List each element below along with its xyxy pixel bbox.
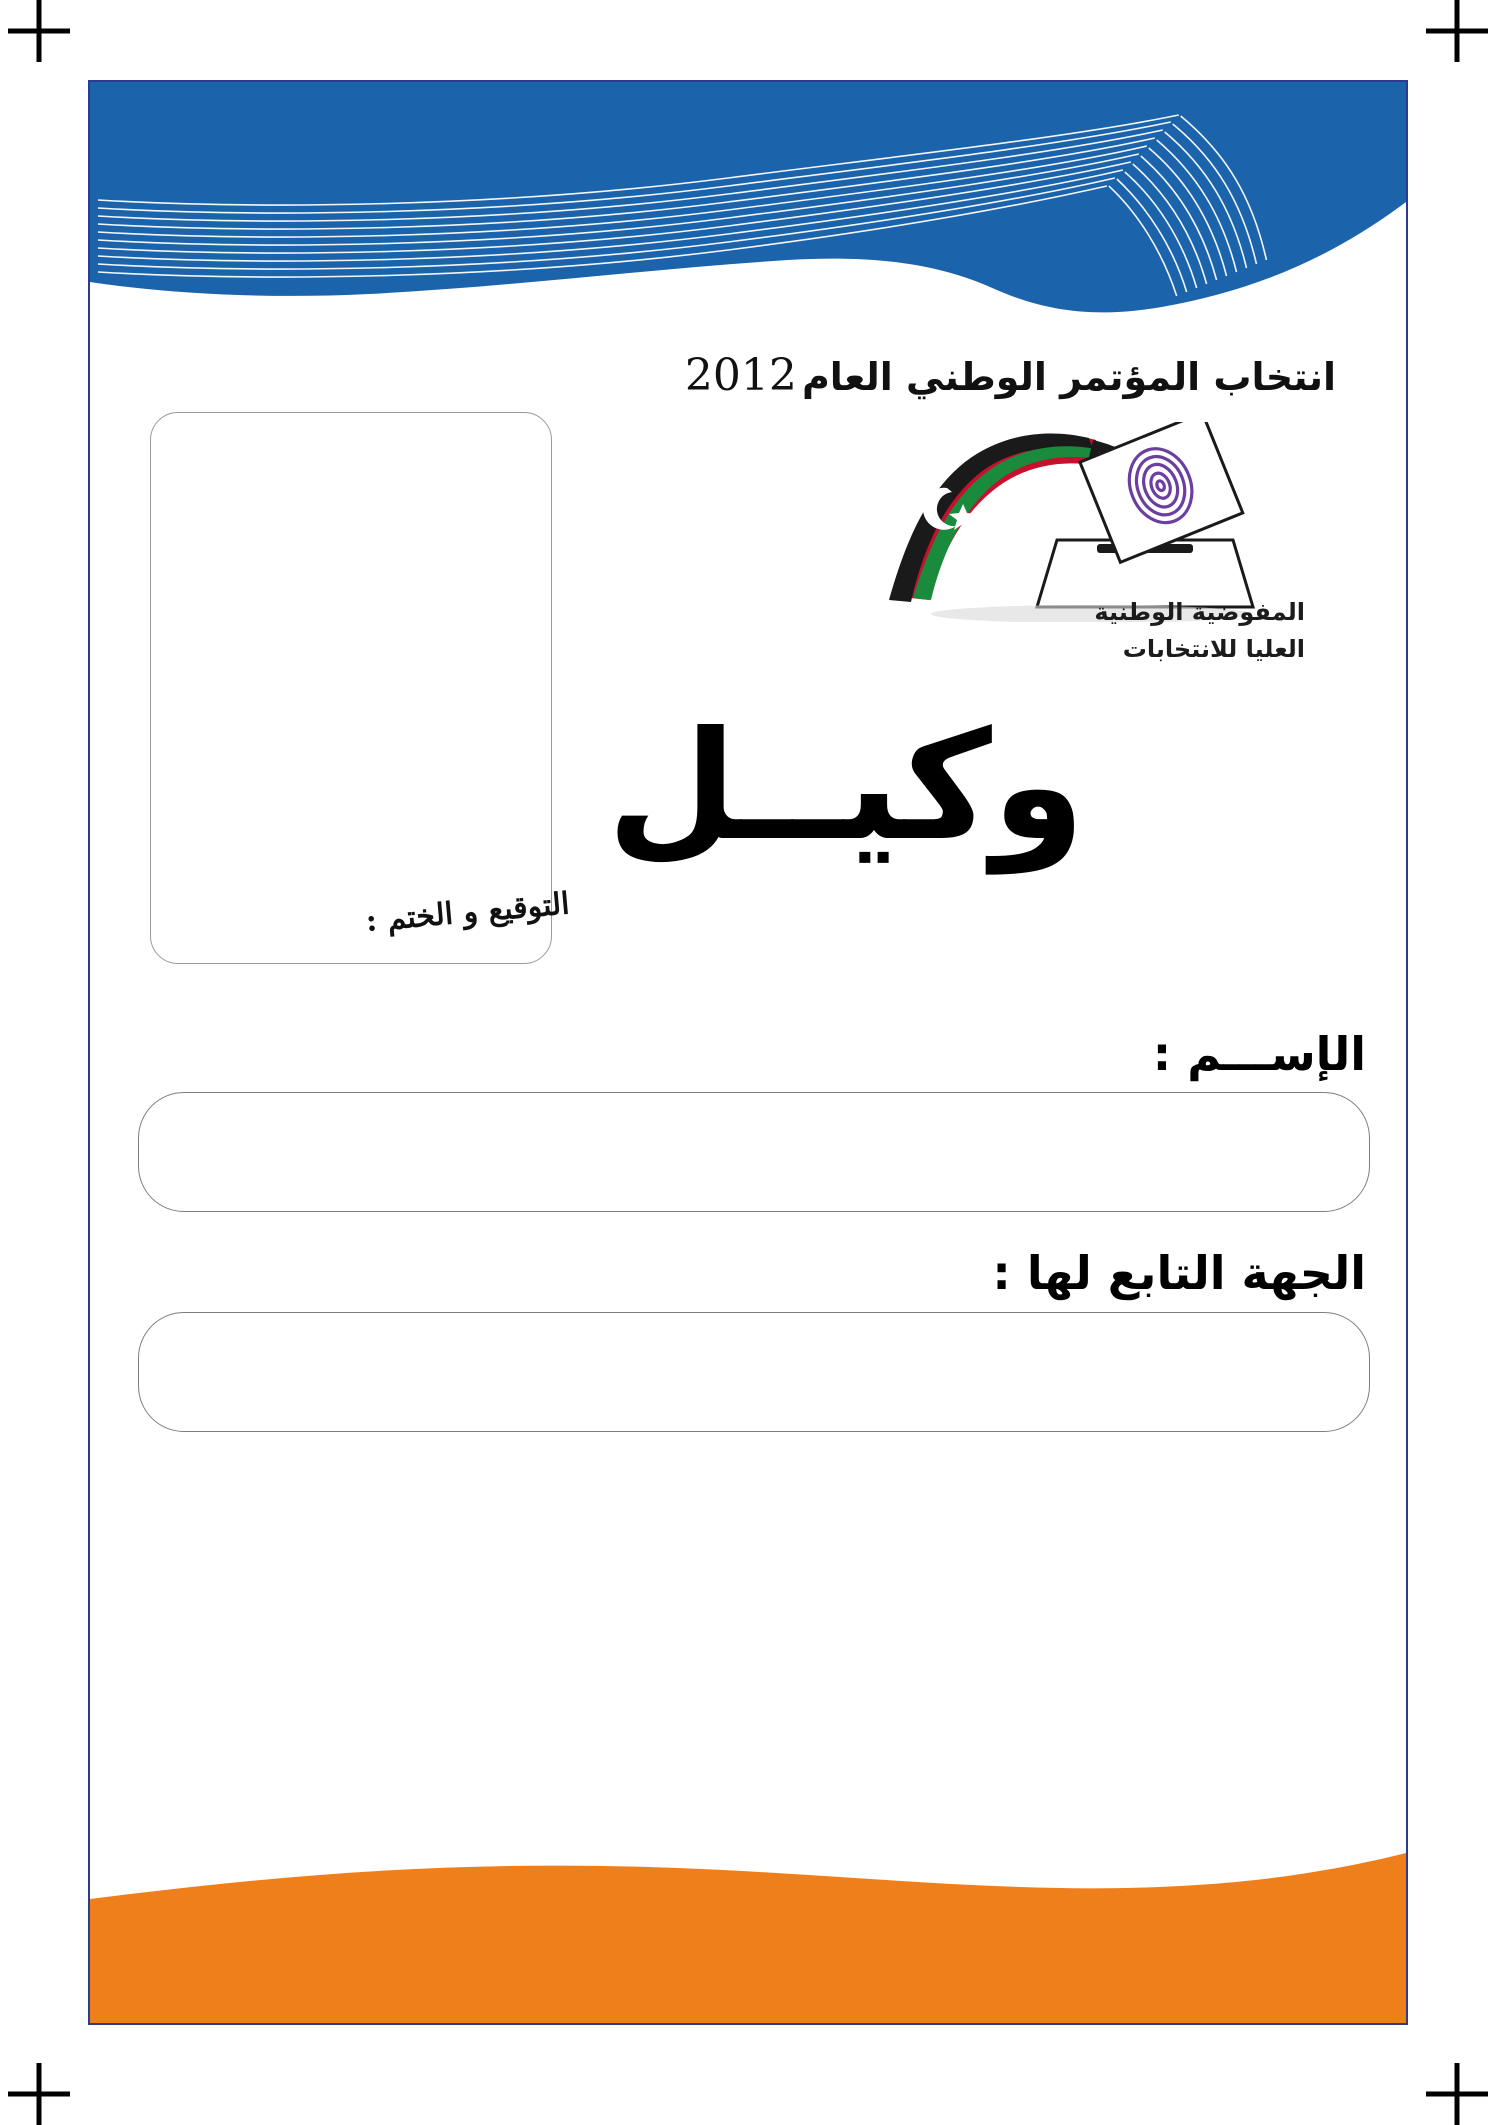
title-text: انتخاب المؤتمر الوطني العام — [801, 355, 1336, 399]
footer-decoration — [90, 1823, 1406, 2023]
signature-and-stamp-label: التوقيع و الختم : — [364, 886, 571, 940]
role-title: وكيــل — [606, 700, 1086, 874]
photo-placeholder-box[interactable] — [150, 412, 552, 964]
title-year: 2012 — [684, 350, 797, 401]
header-decoration — [90, 82, 1406, 332]
crop-mark-bottom-left — [8, 2063, 70, 2125]
organisation-field-label: الجهة التابع لها : — [992, 1246, 1366, 1300]
ballot-box-icon — [861, 422, 1311, 622]
header-wave-icon — [90, 82, 1406, 332]
logo-caption — [1094, 594, 1305, 668]
name-field-label: الإســـم : — [1152, 1027, 1366, 1081]
commission-logo — [861, 422, 1311, 737]
crop-mark-bottom-right — [1426, 2063, 1488, 2125]
crop-mark-top-left — [8, 0, 70, 62]
page-title — [160, 350, 1336, 401]
logo-caption-line-1: المفوضية الوطنية — [1094, 598, 1305, 626]
name-field-input[interactable] — [138, 1092, 1370, 1212]
organisation-field-input[interactable] — [138, 1312, 1370, 1432]
badge-card — [88, 80, 1408, 2025]
crop-mark-top-right — [1426, 0, 1488, 62]
logo-caption-line-2: العليا للانتخابات — [1122, 635, 1305, 664]
footer-wave-icon — [90, 1823, 1406, 2023]
